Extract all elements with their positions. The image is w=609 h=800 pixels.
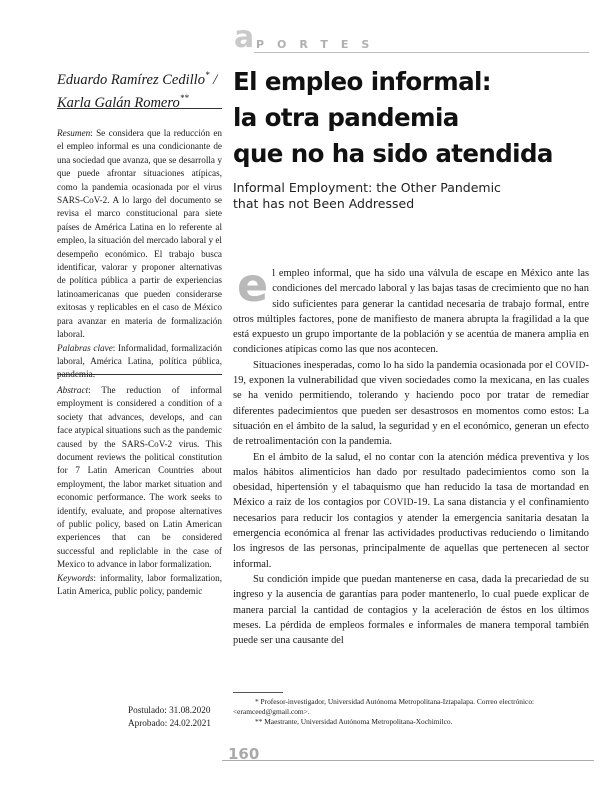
- palabras-clave: [57, 342, 222, 382]
- footer-rule: [222, 760, 594, 761]
- body-paragraph-4-text: Su condición impide que puedan mantenerse en casa, dada la precariedad de su ingreso y la ausencia de garantías para poder mantenerlo, lo cual puede explicar de manera parcial la cantidad de contagios y la aceleración de éstos en los últimos meses. La pérdida de empleos formales e informales de manera temporal también puede ser una causante del: [233, 573, 589, 647]
- body-paragraph-2: [233, 358, 589, 450]
- subtitle-line-2: that has not Been Addressed: [233, 196, 415, 211]
- abstract-label: Abstract: [57, 385, 89, 395]
- abstract-block: [57, 384, 222, 599]
- authors-rule: [57, 108, 222, 109]
- body-paragraph-3-text-a: En el ámbito de la salud, el no contar con la atención médica preventiva y los malos hábitos alimenticios han dado por resultado padecimientos como son la obesidad, hipertensión y el tabaquismo que han reducido la tasa de mortandad en México a raíz de los contagios por: [233, 451, 589, 509]
- footnote-2: ** Maestrante, Universidad Autónoma Metropolitana-Xochimilco.: [255, 717, 453, 726]
- section-header-rule: [254, 52, 589, 53]
- title-line-3: que no ha sido atendida: [233, 139, 553, 168]
- author-2-name: Karla Galán Romero: [57, 94, 180, 111]
- abstract-divider: [57, 374, 222, 375]
- author-1-name: Eduardo Ramírez Cedillo: [57, 71, 205, 88]
- abstract-paragraph: [57, 384, 222, 572]
- date-postulado: Postulado: 31.08.2020: [128, 705, 211, 715]
- section-name: PORTES: [256, 38, 383, 51]
- resumen-block: [57, 127, 222, 382]
- subtitle-line-1: Informal Employment: the Other Pandemic: [233, 180, 501, 195]
- resumen-text: : Se considera que la reducción en el empleo informal es una condicionante de una sociedad que avanza, que se desarrolla y que puede afrontar situaciones atípicas, como la pandemia ocasionada por el virus SARS-CoV-2. A lo largo del documento se revisa el marco constitucional para siete países de América Latina en lo referente al empleo, la situación del mercado laboral y el desempeño económico. El trabajo busca identificar, valorar y proponer alternativas de política pública a partir de experiencias latinoamericanas que pueden considerarse exitosas y replicables en el caso de México para avanzar en materia de formalización laboral.: [57, 128, 222, 340]
- section-letter: a: [234, 20, 255, 55]
- body-paragraph-1: [233, 258, 589, 358]
- resumen-paragraph: [57, 127, 222, 342]
- abstract-text: : The reduction of informal employment is considered a condition of a society that advances, develops, and can face atypical situations such as the pandemic caused by the SARS-CoV-2 virus. This document reviews the political constitution for 7 Latin American Countries about employment, the labor market situation and economic performance. The work seeks to identify, evaluate, and propose alternatives of public policy, based on Latin American experiences that can be considered successful and repliclable in the case of Mexico to advance in labor formalization.: [57, 385, 222, 570]
- author-separator: /: [209, 71, 218, 88]
- keywords: [57, 572, 222, 599]
- title-line-2: la otra pandemia: [233, 103, 459, 132]
- article-body: [233, 258, 589, 648]
- footnote-1: * Profesor-investigador, Universidad Autónoma Metropolitana-Iztapalapa. Correo electrónico: <eramceed@gmail.com>.: [233, 697, 535, 716]
- body-paragraph-3: [233, 450, 589, 572]
- drop-cap: e: [237, 258, 269, 312]
- section-header: [234, 20, 584, 55]
- covid-term: COVID: [555, 359, 586, 370]
- keywords-label: Keywords: [57, 572, 94, 583]
- covid-term: COVID: [383, 497, 414, 508]
- palabras-clave-text: : Informalidad, formalización laboral, América Latina, política pública, pandemia.: [57, 342, 223, 380]
- resumen-label: Resumen: [57, 128, 91, 138]
- body-paragraph-2-text-a: Situaciones inesperadas, como lo ha sido la pandemia ocasionada por el: [253, 359, 556, 371]
- author-1: [57, 66, 227, 89]
- authors: [57, 66, 227, 112]
- body-paragraph-4: [233, 572, 589, 648]
- palabras-clave-label: Palabras clave: [57, 342, 113, 353]
- body-paragraph-1-text: l empleo informal, que ha sido una válvula de escape en México ante las condiciones del mercado laboral y las bajas tasas de crecimiento que no han sido suficientes para generar la cantidad necesaria de trabajo formal, entre otros múltiples factores, pone de manifiesto de manera abrupta la fragilidad a la que está expuesto un grupo importante de la población y se acentúa de manera amplia en condiciones atípicas como las que nos acontecen.: [233, 268, 589, 356]
- page-number: 160: [228, 745, 260, 763]
- body-paragraph-2-text-b: -19, exponen la vulnerabilidad que viven sociedades como la mexicana, en las cuales se ha venido permitiendo, tolerando y haciendo poco por tratar de remediar diferentes padecimientos que pueden ser desastrosos en momentos como estos: La situación en el ámbito de la salud, la seguridad y en el económico, generan un efecto de retroalimentación con la pandemia.: [233, 359, 589, 448]
- author-2-mark: **: [179, 92, 189, 103]
- date-aprobado: Aprobado: 24.02.2021: [128, 718, 211, 728]
- footnote-rule: [233, 692, 283, 693]
- title-line-1: El empleo informal:: [233, 67, 491, 96]
- body-paragraph-3-text-b: -19. La sana distancia y el confinamiento necesarios para reducir los contagios y atender la emergencia sanitaria desatan la emergencia económica al frenar las actividades productivas reduciendo o limitando los ingresos de las personas, principalmente de aquellas que pertenecen al sector informal.: [233, 497, 589, 570]
- keywords-text: : informality, labor formalization, Latin America, public policy, pandemic: [57, 572, 222, 597]
- footnotes: [233, 697, 589, 727]
- submission-dates: [128, 704, 211, 730]
- author-1-mark: *: [204, 70, 210, 80]
- article-subtitle: [233, 180, 593, 212]
- article-title: [233, 64, 593, 172]
